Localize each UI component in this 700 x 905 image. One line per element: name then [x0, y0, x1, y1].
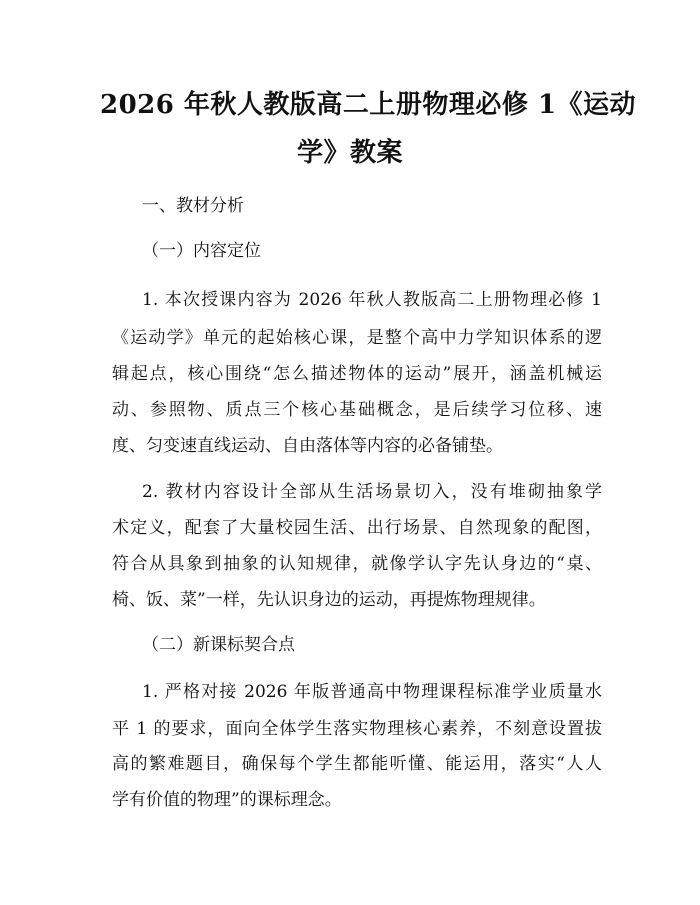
subsection-heading-content-positioning: （一）内容定位	[142, 241, 261, 261]
paragraph-1-line-4: 动、参照物、质点三个核心基础概念，是后续学习位移、速	[112, 400, 602, 420]
paragraph-3-line-2: 平 1 的要求，面向全体学生落实物理核心素养，不刻意设置拔	[112, 719, 602, 739]
paragraph-2-line-2: 术定义，配套了大量校园生活、出行场景、自然现象的配图，	[112, 518, 602, 538]
paragraph-3-line-4: 学有价值的物理”的课标理念。	[112, 790, 342, 810]
paragraph-2-line-3: 符合从具象到抽象的认知规律，就像学认字先认身边的“桌、	[112, 554, 602, 574]
paragraph-3-line-1: 1. 严格对接 2026 年版普通高中物理课程标准学业质量水	[142, 682, 602, 702]
subsection-heading-curriculum-alignment: （二）新课标契合点	[142, 635, 295, 655]
paragraph-1-line-1: 1. 本次授课内容为 2026 年秋人教版高二上册物理必修 1	[142, 290, 602, 310]
paragraph-1-line-3: 辑起点，核心围绕“怎么描述物体的运动”展开，涵盖机械运	[112, 364, 602, 384]
document-title-line-2: 学》教案	[296, 138, 403, 168]
paragraph-1-line-5: 度、匀变速直线运动、自由落体等内容的必备铺垫。	[112, 436, 503, 456]
paragraph-2-line-4: 椅、饭、菜”一样，先认识身边的运动，再提炼物理规律。	[112, 590, 546, 610]
paragraph-1-line-2: 《运动学》单元的起始核心课，是整个高中力学知识体系的逻	[112, 328, 602, 348]
document-title-line-1: 2026 年秋人教版高二上册物理必修 1《运动	[100, 90, 637, 120]
paragraph-2-line-1: 2. 教材内容设计全部从生活场景切入，没有堆砌抽象学	[142, 482, 602, 502]
section-heading-materials-analysis: 一、教材分析	[142, 196, 244, 216]
paragraph-3-line-3: 高的繁难题目，确保每个学生都能听懂、能运用，落实“人人	[112, 754, 602, 774]
